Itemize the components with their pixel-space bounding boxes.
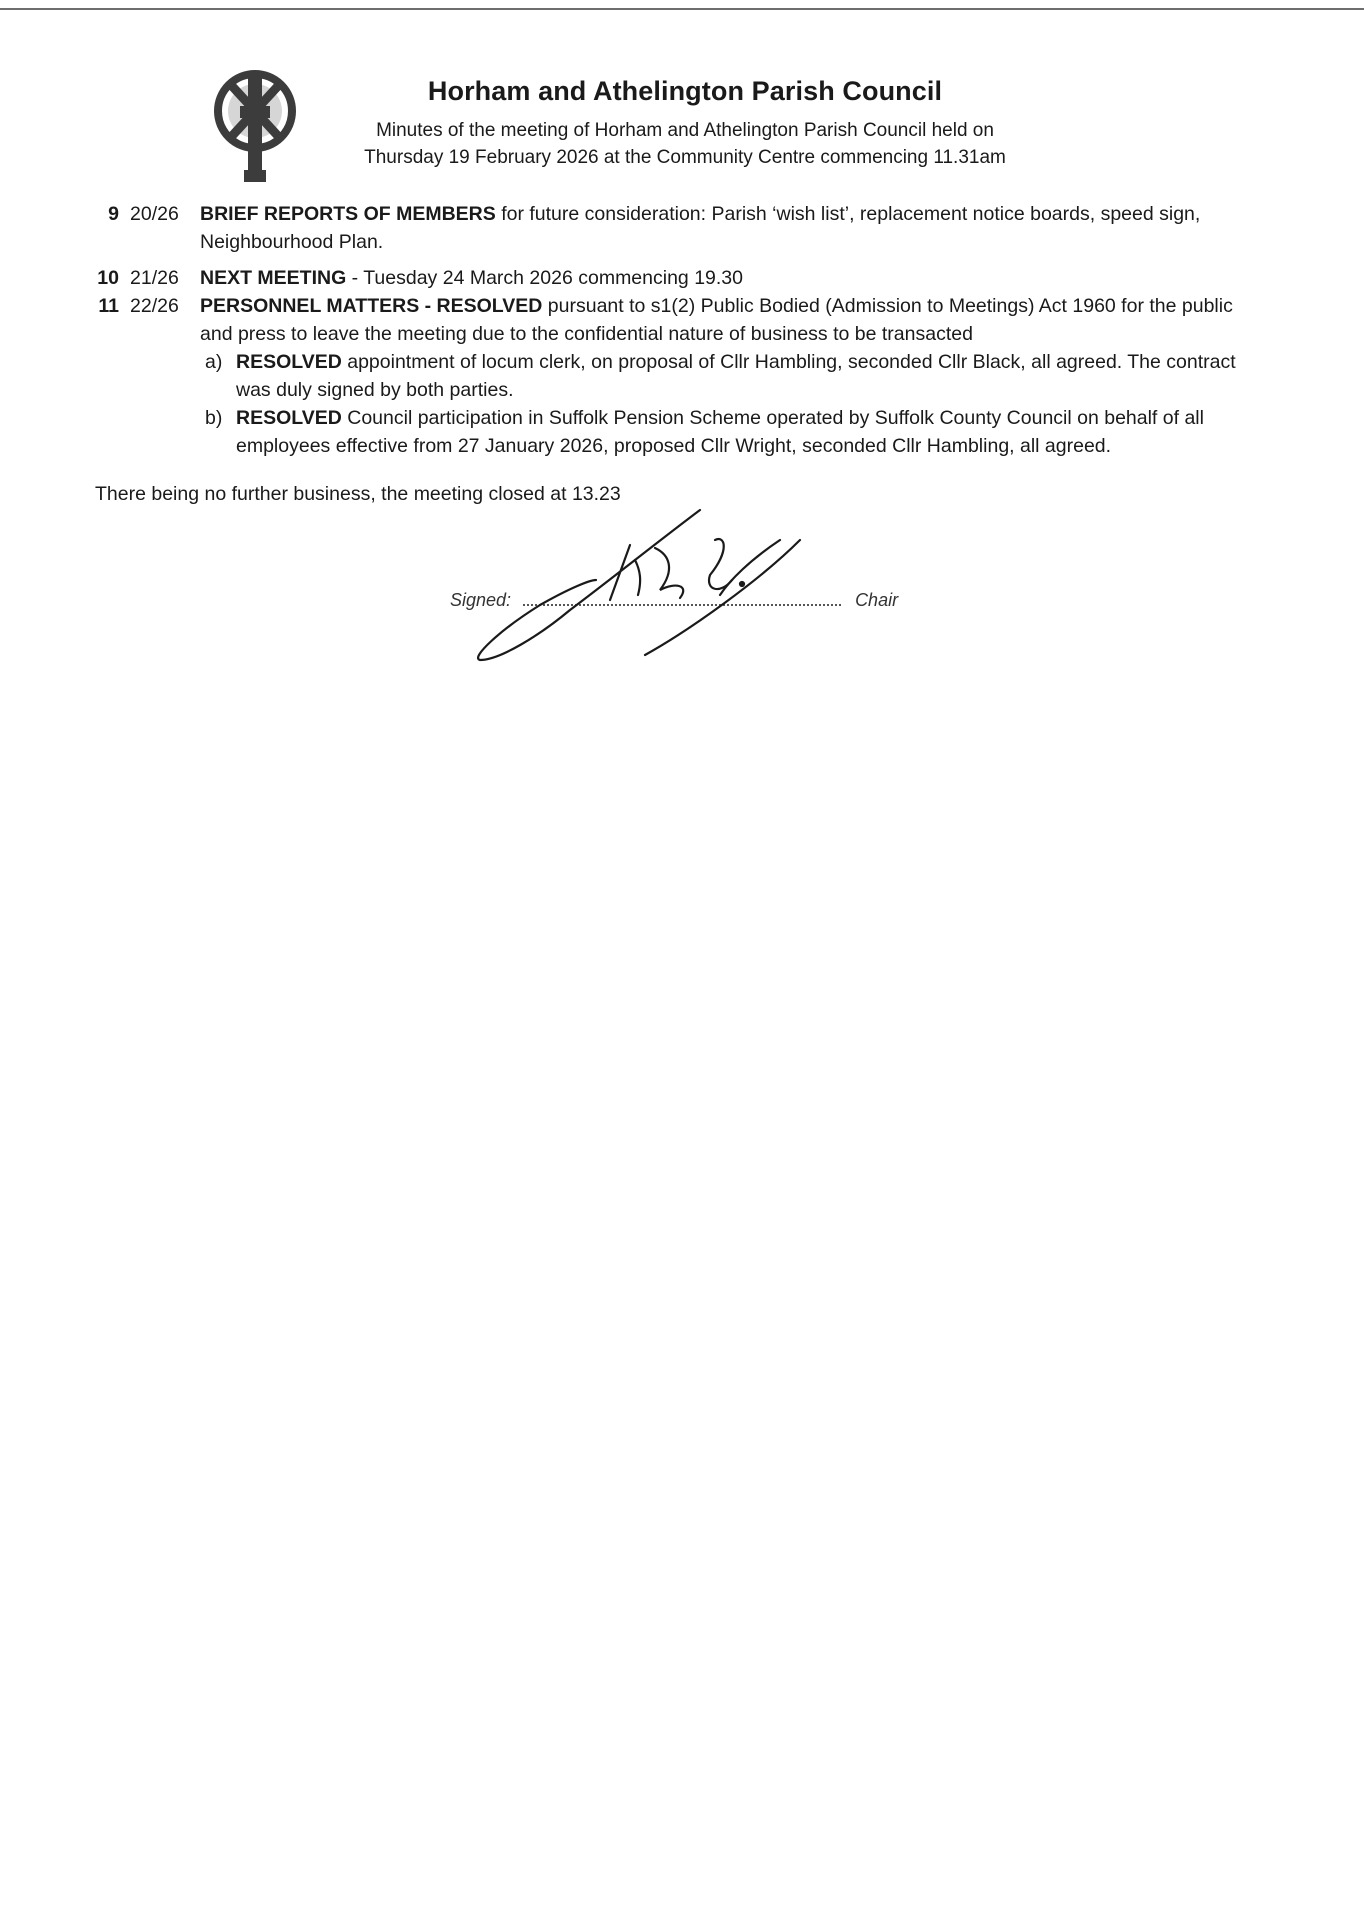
item-text (200, 200, 1260, 256)
item-reference: 20/26 (130, 203, 179, 225)
parish-emblem-icon (210, 66, 300, 186)
item-text (200, 292, 1260, 348)
closing-statement: There being no further business, the meeting closed at 13.23 (95, 483, 621, 505)
meeting-description-line-1: Minutes of the meeting of Horham and Athelington Parish Council held on (376, 120, 994, 141)
item-text (200, 264, 1260, 292)
item-heading: NEXT MEETING (200, 267, 347, 289)
item-reference: 22/26 (130, 295, 179, 317)
item-number: 11 (98, 295, 119, 317)
item-detail: pursuant to s1(2) Public Bodied (Admission to Meetings) Act 1960 for the public and press to leave the meeting due to the confidential nature of business to be transacted (200, 295, 1233, 345)
item-heading: BRIEF REPORTS OF MEMBERS (200, 203, 496, 225)
top-rule (0, 8, 1364, 10)
resolution-text (236, 348, 1260, 404)
page-title: Horham and Athelington Parish Council (427, 76, 943, 106)
resolution-letter: a) (205, 351, 223, 373)
resolution-text (236, 404, 1260, 460)
item-number: 10 (97, 267, 119, 289)
item-reference: 21/26 (130, 267, 179, 289)
meeting-description (300, 117, 1070, 171)
item-heading: PERSONNEL MATTERS - RESOLVED (200, 295, 543, 317)
handwritten-signature (470, 500, 870, 670)
meeting-description-line-2: Thursday 19 February 2026 at the Community Centre commencing 11.31am (364, 147, 1006, 168)
resolution-letter: b) (205, 407, 223, 429)
item-number: 9 (108, 203, 119, 225)
chair-label: Chair (855, 590, 899, 610)
resolution-detail: appointment of locum clerk, on proposal of Cllr Hambling, seconded Cllr Black, all agreed. The contract was duly signed by both parties. (236, 351, 1236, 401)
resolution-detail: Council participation in Suffolk Pension Scheme operated by Suffolk County Council on behalf of all employees effective from 27 January 2026, proposed Cllr Wright, seconded Cllr Hambling, all agreed. (236, 407, 1204, 457)
signed-label: Signed: (450, 590, 512, 610)
resolution-heading: RESOLVED (236, 351, 342, 373)
document-header (300, 76, 1070, 171)
item-detail: for future consideration: Parish ‘wish list’, replacement notice boards, speed sign, Neighbourhood Plan. (200, 203, 1201, 253)
resolution-heading: RESOLVED (236, 407, 342, 429)
item-detail: - Tuesday 24 March 2026 commencing 19.30 (346, 267, 743, 289)
